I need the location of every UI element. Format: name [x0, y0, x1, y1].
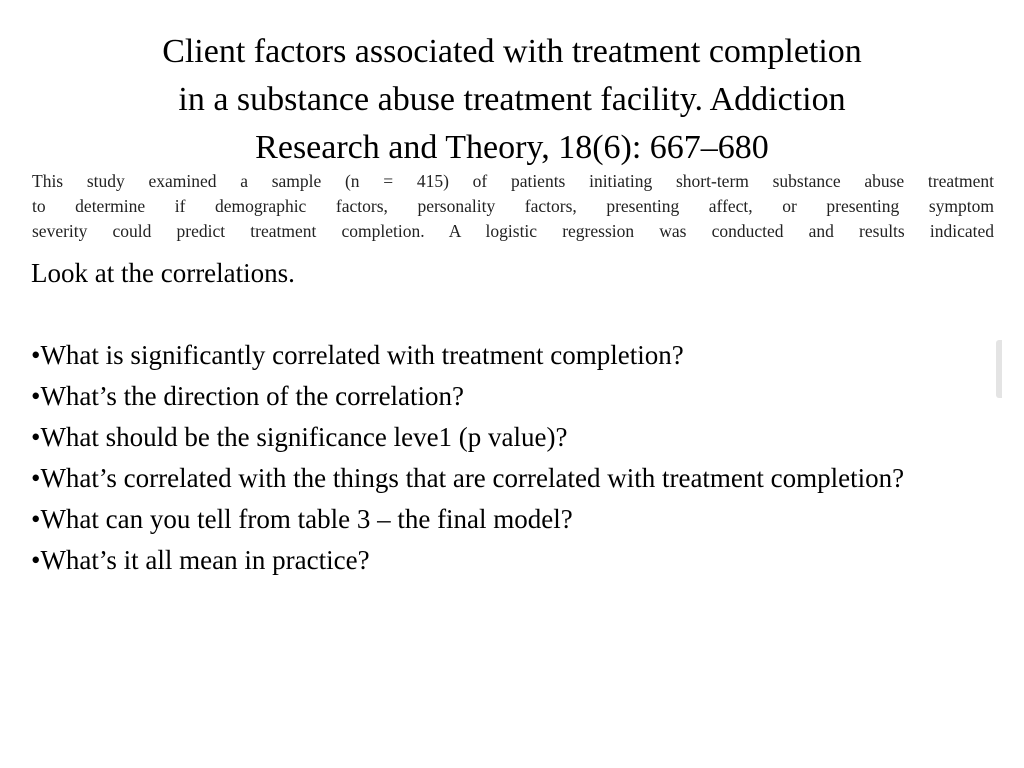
abstract-line: severity could predict treatment completion. A logistic regression was conducted and results indicated	[32, 221, 994, 241]
list-item: •What is significantly correlated with treatment completion?	[31, 340, 684, 370]
abstract-line: to determine if demographic factors, personality factors, presenting affect, or presenting symptom	[32, 196, 994, 216]
list-item: •What’s the direction of the correlation?	[31, 381, 465, 411]
abstract-line: This study examined a sample (n = 415) of patients initiating short-term substance abuse treatment	[32, 171, 994, 191]
edge-scroll-tab	[996, 340, 1002, 398]
slide-body	[31, 253, 991, 581]
lead-text: Look at the correlations.	[31, 258, 295, 288]
list-item: •What should be the significance leve1 (p value)?	[31, 422, 568, 452]
list-item: •What’s correlated with the things that are correlated with treatment completion?	[31, 463, 905, 493]
slide-title	[60, 28, 964, 172]
title-line: in a substance abuse treatment facility. Addiction	[178, 81, 846, 118]
title-line: Client factors associated with treatment completion	[162, 33, 862, 70]
title-line: Research and Theory, 18(6): 667–680	[255, 129, 769, 166]
abstract-excerpt-image	[32, 169, 994, 244]
list-item: •What can you tell from table 3 – the final model?	[31, 504, 573, 534]
list-item: •What’s it all mean in practice?	[31, 545, 370, 575]
blank-line	[31, 294, 991, 335]
question-list	[31, 335, 991, 581]
